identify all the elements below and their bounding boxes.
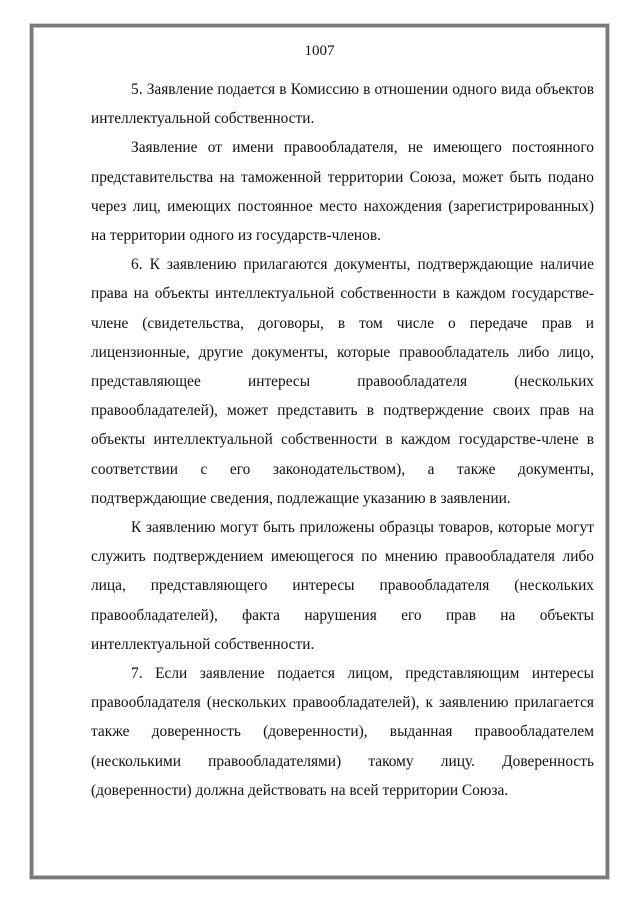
paragraph-7: 7. Если заявление подается лицом, представляющим интересы правообладателя (нескольких правообладателей), к заявлению прилагается также доверенность (доверенности), выданная правообладателем (несколькими правообладателями) такому лицу. Доверенность (доверенности) должна действовать на всей территории Союза. xyxy=(91,665,594,799)
document-page xyxy=(30,24,609,879)
paragraph-6-continuation: К заявлению могут быть приложены образцы товаров, которые могут служить подтверждением имеющегося по мнению правообладателя либо лица, представляющего интересы правообладателя (нескольких правообладателей), факта нарушения его прав на объекты интеллектуальной собственности. xyxy=(91,519,594,653)
paragraph-6: 6. К заявлению прилагаются документы, подтверждающие наличие права на объекты интеллектуальной собственности в каждом государстве-члене (свидетельства, договоры, в том числе о передаче прав и лицензионные, другие документы, которые правообладатель либо лицо, представляющее интересы правообладателя (нескольких правообладателей), может представить в подтверждение своих прав на объекты интеллектуальной собственности в каждом государстве-члене в соответствии с его законодательством), а также документы, подтверждающие сведения, подлежащие указанию в заявлении. xyxy=(91,256,594,507)
paragraph-5: 5. Заявление подается в Комиссию в отношении одного вида объектов интеллектуальной собственности. xyxy=(91,81,594,128)
page-number: 1007 xyxy=(304,43,335,59)
document-body xyxy=(91,75,594,805)
paragraph-5-continuation: Заявление от имени правообладателя, не имеющего постоянного представительства на таможенной территории Союза, может быть подано через лиц, имеющих постоянное место нахождения (зарегистрированных) на территории одного из государств-членов. xyxy=(91,139,594,245)
